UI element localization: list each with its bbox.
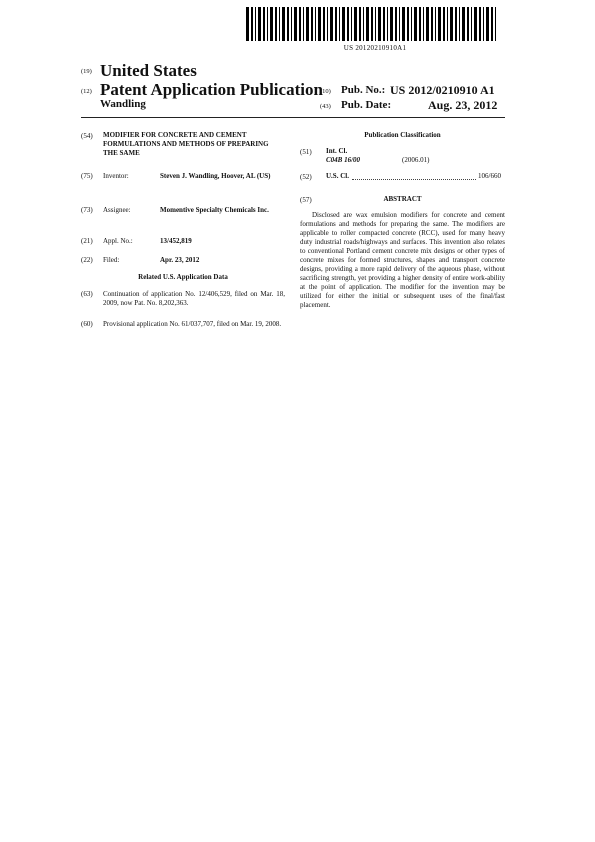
barcode-bar <box>462 7 465 41</box>
barcode-bar <box>354 7 357 41</box>
barcode-bar <box>291 7 292 41</box>
classification-heading: Publication Classification <box>364 131 441 139</box>
barcode-bar <box>411 7 412 41</box>
barcode-bar <box>318 7 321 41</box>
barcode-bar <box>459 7 460 41</box>
barcode-bar <box>330 7 333 41</box>
provisional-code: (60) <box>81 320 93 328</box>
appl-code: (21) <box>81 237 93 245</box>
barcode-bar <box>327 7 328 41</box>
barcode-bar <box>426 7 429 41</box>
barcode-bar <box>395 7 397 41</box>
barcode-bar <box>351 7 352 41</box>
barcode-bar <box>279 7 280 41</box>
barcode-bar <box>275 7 277 41</box>
barcode-bar <box>299 7 301 41</box>
barcode-bar <box>342 7 345 41</box>
barcode-bar <box>282 7 285 41</box>
barcode-number: US 20120210910A1 <box>343 44 407 52</box>
barcode-bar <box>251 7 253 41</box>
barcode-bar <box>383 7 385 41</box>
barcode-bar <box>347 7 349 41</box>
barcode-bar <box>443 7 445 41</box>
barcode-bar <box>375 7 376 41</box>
barcode-bar <box>399 7 400 41</box>
provisional-text: Provisional application No. 61/037,707, filed on Mar. 19, 2008. <box>103 320 282 328</box>
barcode-bar <box>474 7 477 41</box>
uscl-code: (52) <box>300 173 312 181</box>
header-rule <box>81 117 505 118</box>
inventor-value: Steven J. Wandling, Hoover, AL (US) <box>160 172 271 180</box>
barcode-bar <box>495 7 496 41</box>
intcl-label: Int. Cl. <box>326 147 348 155</box>
title-code: (54) <box>81 132 93 140</box>
pub-date-label: Pub. Date: <box>341 99 392 111</box>
inventor-code: (75) <box>81 172 93 180</box>
abstract-code: (57) <box>300 196 312 204</box>
intcl-date: (2006.01) <box>402 156 430 164</box>
barcode-bar <box>371 7 373 41</box>
related-heading: Related U.S. Application Data <box>138 273 228 281</box>
pub-no-label: Pub. No.: <box>341 84 386 96</box>
barcode-bar <box>390 7 393 41</box>
barcode-bar <box>423 7 424 41</box>
appl-label: Appl. No.: <box>103 237 133 245</box>
barcode-bar <box>467 7 469 41</box>
barcode-bar <box>387 7 388 41</box>
abstract-text: Disclosed are wax emulsion modifiers for concrete and cement formulations and methods for preparing the same. The modifiers are applicable to roller compacted concrete (RCC), used for many heavy duty industrial roads/highways and surfaces. This invention also relates to conventional Portland cement concrete mix designs or other types of concrete mixes for formed structures, shapes and transport concrete designs, providing a more rapid delivery of the aqueous phase, without sacrificing strength, yet providing a higher density of entire work-ability at the point of application. The modifier for the invention may be utilized for either the initial or subsequent uses of the final/fast placement. <box>300 211 505 309</box>
code-43: (43) <box>320 103 331 110</box>
barcode-bar <box>402 7 405 41</box>
barcode-bar <box>378 7 381 41</box>
barcode-bar <box>294 7 297 41</box>
barcode-bar <box>363 7 364 41</box>
barcode-bar <box>450 7 453 41</box>
barcode-bar <box>339 7 340 41</box>
barcode-bar <box>486 7 489 41</box>
code-19: (19) <box>81 68 92 75</box>
assignee-label: Assignee: <box>103 206 131 214</box>
barcode-bar <box>263 7 265 41</box>
pub-no: US 2012/0210910 A1 <box>390 83 495 97</box>
title: MODIFIER FOR CONCRETE AND CEMENT FORMULATIONS AND METHODS OF PREPARING THE SAME <box>103 131 269 157</box>
uscl-leader <box>352 179 476 180</box>
barcode-bar <box>287 7 289 41</box>
barcode-bar <box>435 7 436 41</box>
barcode-bar <box>479 7 481 41</box>
filed-value: Apr. 23, 2012 <box>160 256 200 264</box>
code-12: (12) <box>81 88 92 95</box>
barcode-bar <box>315 7 316 41</box>
barcode-bar <box>438 7 441 41</box>
filed-label: Filed: <box>103 256 120 264</box>
barcode-bar <box>471 7 472 41</box>
barcode-bar <box>306 7 309 41</box>
barcode-bar <box>258 7 261 41</box>
barcode-bar <box>359 7 361 41</box>
barcode-bar <box>303 7 304 41</box>
barcode-bar <box>491 7 493 41</box>
barcode-bar <box>414 7 417 41</box>
barcode-bar <box>447 7 448 41</box>
publication-type: Patent Application Publication <box>100 80 323 99</box>
intcl-value: C04B 16/00 <box>326 156 361 164</box>
barcode-image <box>246 7 498 41</box>
uscl-value: 106/660 <box>478 172 501 180</box>
abstract-heading: ABSTRACT <box>383 195 422 203</box>
barcode-bar <box>335 7 337 41</box>
pub-date: Aug. 23, 2012 <box>428 98 498 112</box>
country: United States <box>100 61 197 80</box>
inventor-label: Inventor: <box>103 172 129 180</box>
barcode-bar <box>311 7 313 41</box>
filed-code: (22) <box>81 256 93 264</box>
barcode-bar <box>431 7 433 41</box>
barcode-bar <box>246 7 249 41</box>
barcode-bar <box>407 7 409 41</box>
code-10: (10) <box>320 88 331 95</box>
intcl-code: (51) <box>300 148 312 156</box>
continuation-text: Continuation of application No. 12/406,529, filed on Mar. 18, 2009, now Pat. No. 8,202,363. <box>103 290 285 307</box>
barcode-bar <box>455 7 457 41</box>
barcode-bar <box>366 7 369 41</box>
barcode-bar <box>323 7 325 41</box>
assignee-code: (73) <box>81 206 93 214</box>
barcode-bar <box>267 7 268 41</box>
barcode-bar <box>419 7 421 41</box>
inventor-surname: Wandling <box>100 98 146 110</box>
uscl-label: U.S. Cl. <box>326 172 349 180</box>
assignee-value: Momentive Specialty Chemicals Inc. <box>160 206 269 214</box>
appl-value: 13/452,819 <box>160 237 192 245</box>
barcode-bar <box>270 7 273 41</box>
barcode-bar <box>483 7 484 41</box>
barcode-bar <box>255 7 256 41</box>
continuation-code: (63) <box>81 290 93 298</box>
